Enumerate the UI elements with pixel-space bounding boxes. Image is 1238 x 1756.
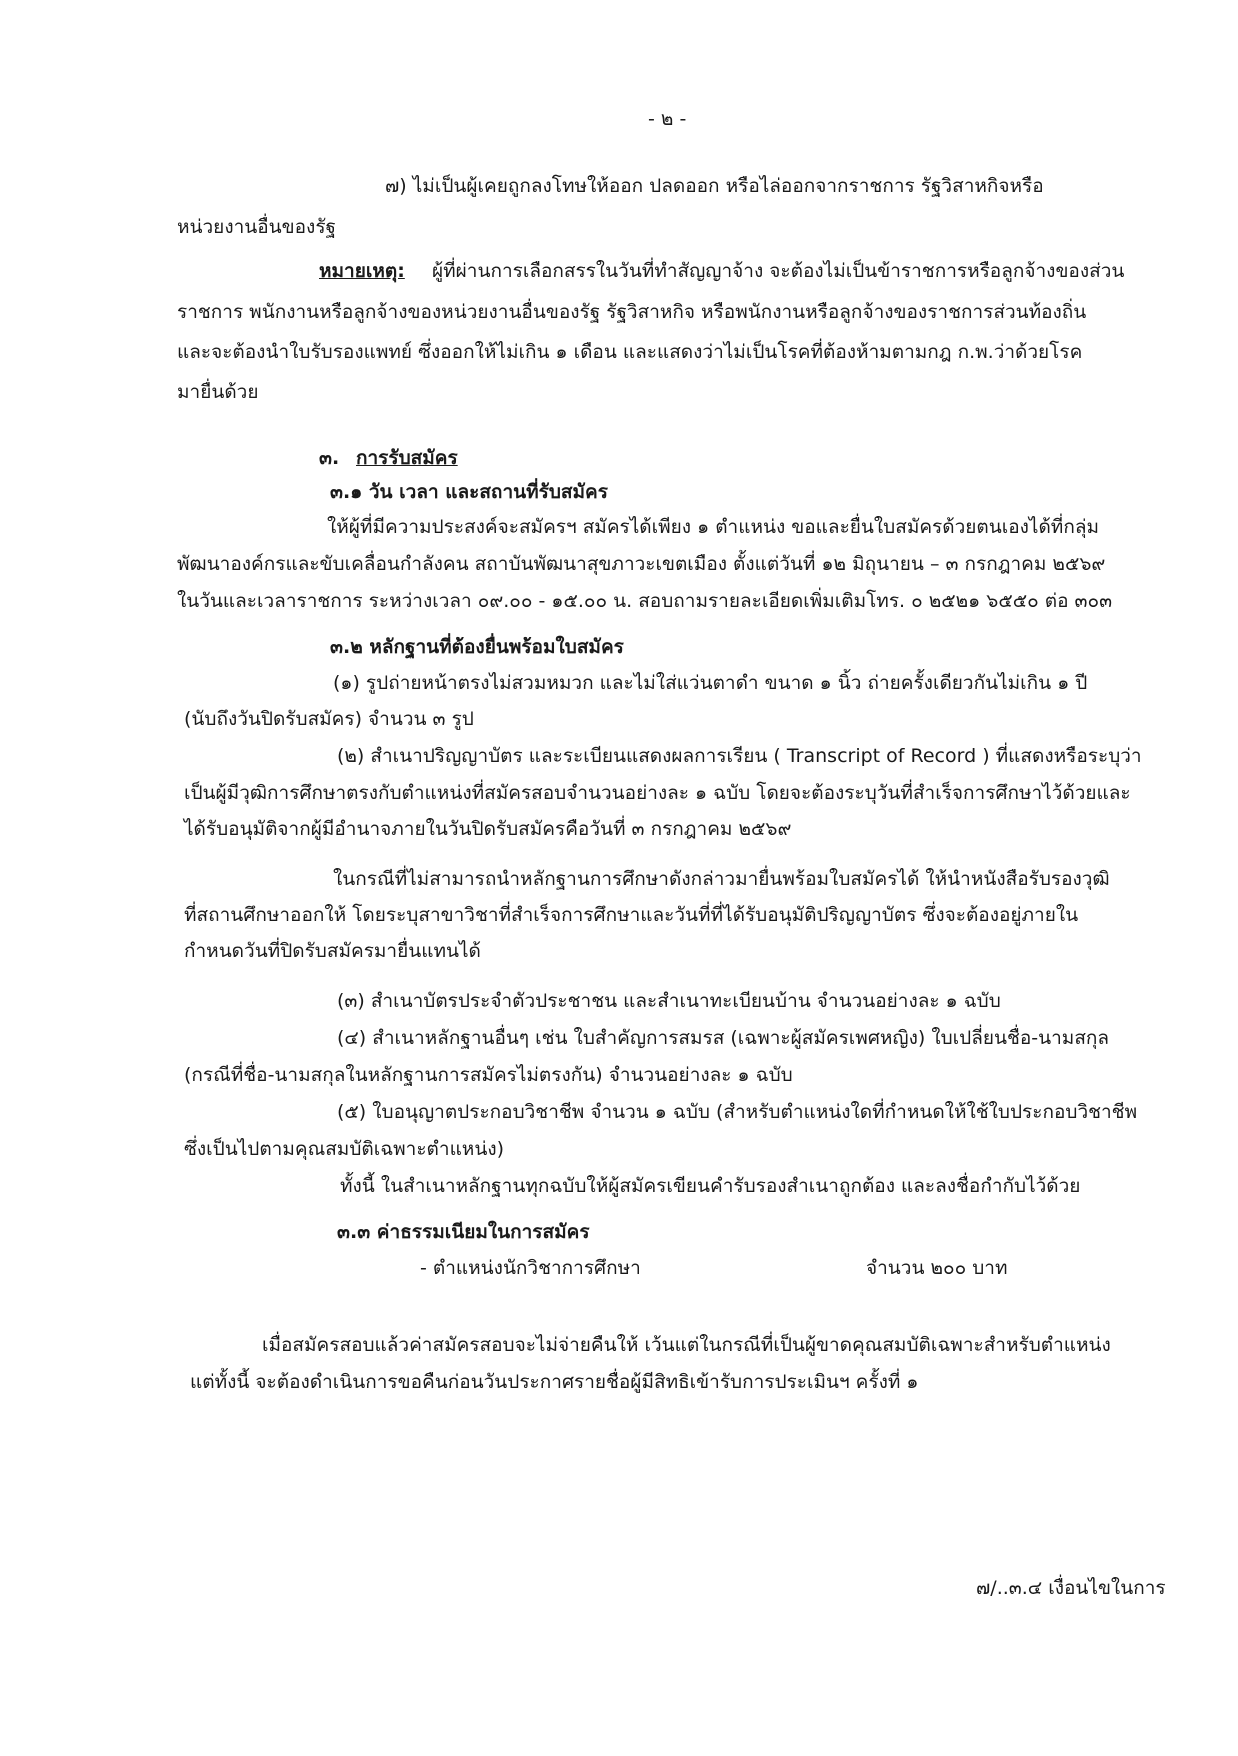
evidence-4-line2: (กรณีที่ชื่อ-นามสกุลในหลักฐานการสมัครไม่ตรงกัน) จำนวนอย่างละ ๑ ฉบับ — [184, 1064, 793, 1086]
continuation-footer: ๗/..๓.๔ เงื่อนไขในการ — [976, 1577, 1166, 1599]
alternative-evidence-line1: ในกรณีที่ไม่สามารถนำหลักฐานการศึกษาดังกล่าวมายื่นพร้อมใบสมัครได้ ให้นำหนังสือรับรองวุฒิ — [333, 868, 1110, 890]
section-3-1-line2: พัฒนาองค์กรและขับเคลื่อนกำลังคน สถาบันพัฒนาสุขภาวะเขตเมือง ตั้งแต่วันที่ ๑๒ มิถุนายน – ๓ กรกฎาคม ๒๕๖๙ — [177, 553, 1106, 575]
note-line3: และจะต้องนำใบรับรองแพทย์ ซึ่งออกให้ไม่เกิน ๑ เดือน และแสดงว่าไม่เป็นโรคที่ต้องห้ามตามกฎ ก.พ.ว่าด้วยโรค — [177, 341, 1083, 363]
section-3-number: ๓. — [319, 447, 340, 469]
section-3-3-heading: ๓.๓ ค่าธรรมเนียมในการสมัคร — [337, 1221, 590, 1243]
qualification-7-line2: หน่วยงานอื่นของรัฐ — [177, 216, 337, 238]
qualification-7-line1: ๗) ไม่เป็นผู้เคยถูกลงโทษให้ออก ปลดออก หรือไล่ออกจากราชการ รัฐวิสาหกิจหรือ — [385, 175, 1044, 197]
fee-amount: จำนวน ๒๐๐ บาท — [866, 1257, 1008, 1279]
evidence-1-line1: (๑) รูปถ่ายหน้าตรงไม่สวมหมวก และไม่ใส่แว่นตาดำ ขนาด ๑ นิ้ว ถ่ายครั้งเดียวกันไม่เกิน ๑ ปี — [333, 672, 1088, 694]
note-line4: มายื่นด้วย — [177, 381, 259, 403]
note-line2: ราชการ พนักงานหรือลูกจ้างของหน่วยงานอื่นของรัฐ รัฐวิสาหกิจ หรือพนักงานหรือลูกจ้างของราชการส่วนท้องถิ่น — [177, 301, 1087, 323]
refund-line2: แต่ทั้งนี้ จะต้องดำเนินการขอคืนก่อนวันประกาศรายชื่อผู้มีสิทธิเข้ารับการประเมินฯ ครั้งที่ ๑ — [190, 1371, 919, 1393]
fee-position: - ตำแหน่งนักวิชาการศึกษา — [420, 1257, 641, 1279]
section-3-1-heading: ๓.๑ วัน เวลา และสถานที่รับสมัคร — [330, 481, 608, 503]
evidence-5-line1: (๕) ใบอนุญาตประกอบวิชาชีพ จำนวน ๑ ฉบับ (สำหรับตำแหน่งใดที่กำหนดให้ใช้ใบประกอบวิชาชีพ — [337, 1101, 1138, 1123]
evidence-2-line1: (๒) สำเนาปริญญาบัตร และระเบียนแสดงผลการเรียน ( Transcript of Record ) ที่แสดงหรือระบุว่า — [337, 745, 1142, 767]
alternative-evidence-line3: กำหนดวันที่ปิดรับสมัครมายื่นแทนได้ — [184, 940, 481, 962]
evidence-2-line2: เป็นผู้มีวุฒิการศึกษาตรงกับตำแหน่งที่สมัครสอบจำนวนอย่างละ ๑ ฉบับ โดยจะต้องระบุวันที่สำเร็จการศึกษาไว้ด้วยและ — [184, 782, 1131, 804]
section-3-1-line1: ให้ผู้ที่มีความประสงค์จะสมัครฯ สมัครได้เพียง ๑ ตำแหน่ง ขอและยื่นใบสมัครด้วยตนเองได้ที่กลุ่ม — [327, 516, 1100, 538]
note-line1: ผู้ที่ผ่านการเลือกสรรในวันที่ทำสัญญาจ้าง จะต้องไม่เป็นข้าราชการหรือลูกจ้างของส่วน — [432, 260, 1125, 282]
certification-note: ทั้งนี้ ในสำเนาหลักฐานทุกฉบับให้ผู้สมัครเขียนคำรับรองสำเนาถูกต้อง และลงชื่อกำกับไว้ด้วย — [340, 1175, 1081, 1197]
evidence-3: (๓) สำเนาบัตรประจำตัวประชาชน และสำเนาทะเบียนบ้าน จำนวนอย่างละ ๑ ฉบับ — [337, 990, 1001, 1012]
evidence-2-line3: ได้รับอนุมัติจากผู้มีอำนาจภายในวันปิดรับสมัครคือวันที่ ๓ กรกฎาคม ๒๕๖๙ — [184, 818, 792, 840]
alternative-evidence-line2: ที่สถานศึกษาออกให้ โดยระบุสาขาวิชาที่สำเร็จการศึกษาและวันที่ที่ได้รับอนุมัติปริญญาบัตร ซึ่งจะต้องอยู่ภายใน — [184, 904, 1079, 926]
evidence-5-line2: ซึ่งเป็นไปตามคุณสมบัติเฉพาะตำแหน่ง) — [184, 1138, 505, 1160]
section-3-1-line3: ในวันและเวลาราชการ ระหว่างเวลา ๐๙.๐๐ - ๑๕.๐๐ น. สอบถามรายละเอียดเพิ่มเติมโทร. ๐ ๒๕๒๑ ๖๕๕๐ ต่อ ๓๐๓ — [177, 590, 1113, 612]
evidence-4-line1: (๔) สำเนาหลักฐานอื่นๆ เช่น ใบสำคัญการสมรส (เฉพาะผู้สมัครเพศหญิง) ใบเปลี่ยนชื่อ-นามสกุล — [337, 1027, 1110, 1049]
page-number: - ๒ - — [648, 108, 687, 130]
section-3-2-heading: ๓.๒ หลักฐานที่ต้องยื่นพร้อมใบสมัคร — [330, 636, 624, 658]
note-label: หมายเหตุ: — [319, 260, 405, 282]
section-3-title: การรับสมัคร — [356, 447, 458, 469]
refund-line1: เมื่อสมัครสอบแล้วค่าสมัครสอบจะไม่จ่ายคืนให้ เว้นแต่ในกรณีที่เป็นผู้ขาดคุณสมบัติเฉพาะสำหรับตำแหน่ง — [262, 1334, 1111, 1356]
evidence-1-line2: (นับถึงวันปิดรับสมัคร) จำนวน ๓ รูป — [184, 708, 474, 730]
